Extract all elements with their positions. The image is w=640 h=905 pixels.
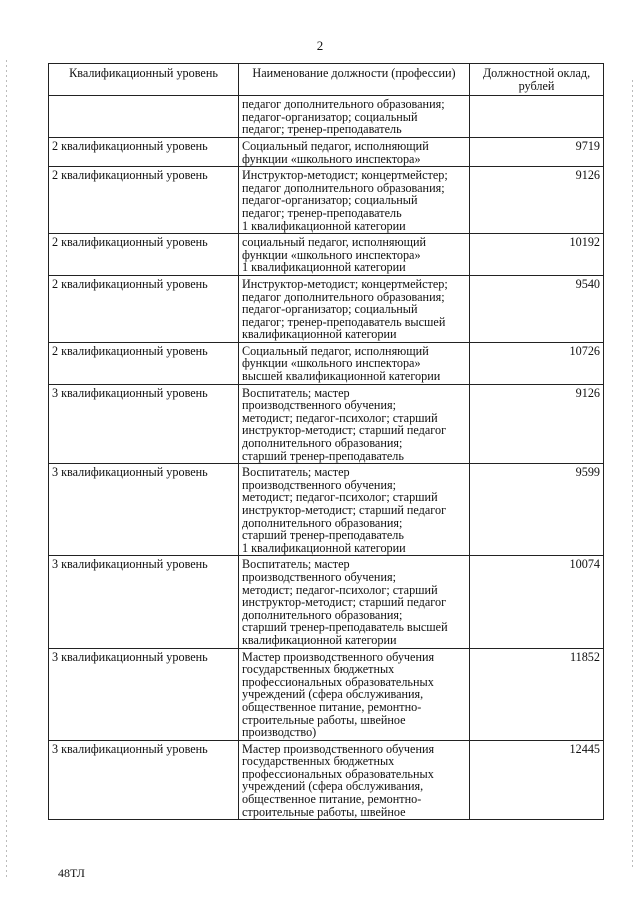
header-qualification-level: Квалификационный уровень [49,64,239,96]
qualification-level-cell: 2 квалификационный уровень [49,137,239,166]
position-name-line: педагог дополнительного образования; [242,97,445,112]
position-name-line: производственного обучения; [242,569,396,584]
salary-cell: 9126 [470,167,604,234]
qualification-level-cell: 3 квалификационный уровень [49,384,239,464]
position-name-line: высшей квалификационной категории [242,369,441,384]
table-header-row [49,64,604,96]
position-name-line: общественное питание, ремонтно- [242,699,422,714]
position-name-line: педагог-организатор; социальный [242,193,418,208]
page-number: 2 [316,38,324,53]
position-name-line: старший тренер-преподаватель [242,528,404,543]
salary-cell: 9126 [470,384,604,464]
position-name-line: Мастер производственного обучения [242,741,435,756]
position-name-line: профессиональных образовательных [242,674,434,689]
position-name-line: педагог; тренер-преподаватель [242,122,402,137]
table-row [49,96,604,138]
table-row [49,137,604,166]
qualification-level-cell [49,96,239,138]
header-salary [470,64,604,96]
position-name-line: Социальный педагог, исполняющий [242,138,429,153]
position-name-line: Воспитатель; мастер [242,557,350,572]
position-name-line: государственных бюджетных [242,754,395,769]
position-name-cell [239,342,470,384]
position-name-line: учреждений (сфера обслуживания, [242,687,424,702]
position-name-line: педагог дополнительного образования; [242,289,445,304]
position-name-line: педагог-организатор; социальный [242,302,418,317]
header-salary-text: Должностной оклад, рублей [482,66,591,93]
table-row [49,556,604,648]
table-row [49,648,604,740]
position-name-line: Инструктор-методист; концертмейстер; [242,168,448,183]
qualification-level-cell: 3 квалификационный уровень [49,464,239,556]
table-row [49,464,604,556]
qualification-level-cell: 2 квалификационный уровень [49,275,239,342]
position-name-cell [239,167,470,234]
position-name-cell [239,384,470,464]
position-name-line: квалификационной категории [242,327,397,342]
table-row [49,342,604,384]
position-name-line: методист; педагог-психолог; старший [242,582,438,597]
position-name-line: методист; педагог-психолог; старший [242,410,438,425]
position-name-cell [239,464,470,556]
position-name-line: функции «школьного инспектора» [242,247,421,262]
position-name-line: функции «школьного инспектора» [242,356,421,371]
position-name-line: Мастер производственного обучения [242,649,435,664]
salary-table [48,63,604,820]
position-name-line: педагог; тренер-преподаватель [242,205,402,220]
qualification-level-cell: 2 квалификационный уровень [49,167,239,234]
position-name-line: Инструктор-методист; концертмейстер; [242,276,448,291]
header-position-name: Наименование должности (профессии) [239,64,470,96]
position-name-line: дополнительного образования; [242,607,403,622]
position-name-line: государственных бюджетных [242,662,395,677]
table-row [49,384,604,464]
position-name-cell [239,556,470,648]
table-row [49,275,604,342]
position-name-line: 1 квалификационной категории [242,218,406,233]
position-name-cell [239,137,470,166]
position-name-line: функции «школьного инспектора» [242,151,421,166]
position-name-line: старший тренер-преподаватель высшей [242,620,448,635]
qualification-level-cell: 2 квалификационный уровень [49,234,239,276]
footer-code: 48ТЛ [58,866,85,880]
position-name-line: инструктор-методист; старший педагог [242,423,447,438]
position-name-line: общественное питание, ремонтно- [242,792,422,807]
position-name-line: методист; педагог-психолог; старший [242,490,438,505]
position-name-line: 1 квалификационной категории [242,260,406,275]
salary-cell: 9540 [470,275,604,342]
salary-cell [470,96,604,138]
position-name-line: Социальный педагог, исполняющий [242,343,429,358]
qualification-level-cell: 2 квалификационный уровень [49,342,239,384]
salary-cell: 12445 [470,740,604,820]
position-name-line: дополнительного образования; [242,515,403,530]
salary-cell: 9599 [470,464,604,556]
position-name-line: строительные работы, швейное [242,712,406,727]
position-name-line: инструктор-методист; старший педагог [242,503,447,517]
position-name-line: педагог; тренер-преподаватель высшей [242,314,446,329]
position-name-line: производственного обучения; [242,398,396,413]
qualification-level-cell: 3 квалификационный уровень [49,648,239,740]
position-name-line: профессиональных образовательных [242,766,434,781]
salary-cell: 9719 [470,137,604,166]
table-row [49,234,604,276]
position-name-cell [239,740,470,820]
position-name-cell [239,234,470,276]
position-name-line: 1 квалификационной категории [242,540,406,555]
position-name-line: строительные работы, швейное [242,804,406,819]
position-name-line: старший тренер-преподаватель [242,448,404,463]
position-name-line: социальный педагог, исполняющий [242,235,427,250]
position-name-line: инструктор-методист; старший педагог [242,595,447,610]
position-name-line: производство) [242,725,317,740]
position-name-line: Воспитатель; мастер [242,465,350,480]
salary-cell: 10074 [470,556,604,648]
salary-cell: 10726 [470,342,604,384]
position-name-line: дополнительного образования; [242,436,403,451]
position-name-line: учреждений (сфера обслуживания, [242,779,424,794]
position-name-line: квалификационной категории [242,632,397,647]
qualification-level-cell: 3 квалификационный уровень [49,556,239,648]
table-body [49,96,604,820]
position-name-line: педагог-организатор; социальный [242,109,418,124]
position-name-line: педагог дополнительного образования; [242,180,445,195]
table-row [49,167,604,234]
salary-cell: 10192 [470,234,604,276]
salary-cell: 11852 [470,648,604,740]
position-name-cell [239,275,470,342]
position-name-cell [239,96,470,138]
position-name-line: Воспитатель; мастер [242,385,350,400]
table-row [49,740,604,820]
scan-edge-mark-left [6,60,7,880]
scan-edge-mark-right [632,80,633,870]
position-name-cell [239,648,470,740]
qualification-level-cell: 3 квалификационный уровень [49,740,239,820]
position-name-line: производственного обучения; [242,477,396,492]
